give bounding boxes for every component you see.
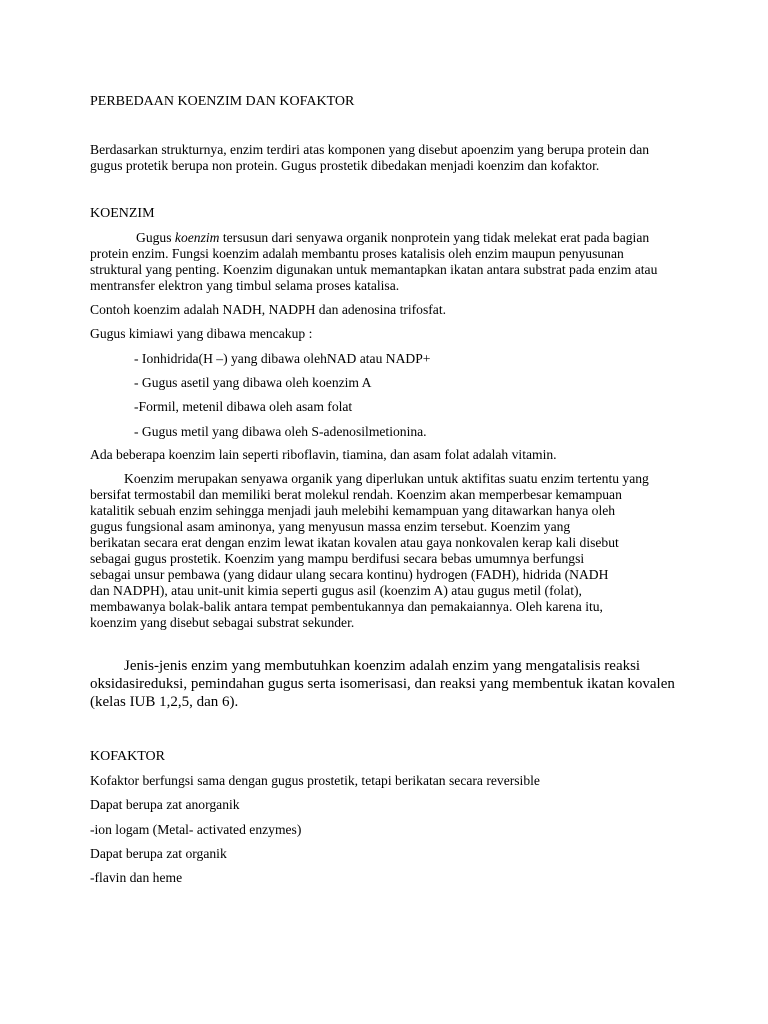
koenzim-paragraph-2-line: bersifat termostabil dan memiliki berat molekul rendah. Koenzim akan memperbesar kemampuan [90,487,622,502]
koenzim-p1-text-before: Gugus [136,230,175,245]
koenzim-list-item: - Gugus metil yang dibawa oleh S-adenosilmetionina. [134,424,427,439]
koenzim-p1-text-after: tersusun dari senyawa organik nonprotein yang tidak melekat erat pada bagian [219,230,650,245]
koenzim-paragraph-1-line-1 [136,230,649,246]
koenzim-paragraph-1-line-2: protein enzim. Fungsi koenzim adalah membantu proses katalisis oleh enzim maupun penyusunan [90,246,624,261]
koenzim-paragraph-1-line-4: mentransfer elektron yang timbul selama proses katalisa. [90,278,400,293]
koenzim-italic-term: koenzim [174,230,220,245]
koenzim-paragraph-2-line: berikatan secara erat dengan enzim lewat ikatan kovalen atau gaya nonkovalen kerap kali disebut [90,535,619,550]
koenzim-gugus-intro: Gugus kimiawi yang dibawa mencakup : [90,326,313,341]
koenzim-paragraph-3-line: oksidasireduksi, pemindahan gugus serta isomerisasi, dan reaksi yang membentuk ikatan kovalen [90,676,675,692]
koenzim-paragraph-2-line: Koenzim merupakan senyawa organik yang diperlukan untuk aktifitas suatu enzim tertentu yang [124,471,649,486]
koenzim-paragraph-3-line: Jenis-jenis enzim yang membutuhkan koenzim adalah enzim yang mengatalisis reaksi [124,658,641,674]
kofaktor-line: Dapat berupa zat anorganik [90,797,240,812]
koenzim-paragraph-2-line: sebagai gugus prostetik. Koenzim yang mampu berdifusi secara bebas umumnya berfungsi [90,551,585,566]
koenzim-heading: KOENZIM [90,206,155,221]
kofaktor-line: -ion logam (Metal- activated enzymes) [90,822,302,837]
kofaktor-line: Dapat berupa zat organik [90,846,227,861]
intro-line-2: gugus protetik berupa non protein. Gugus prostetik dibedakan menjadi koenzim dan kofaktor. [90,158,600,173]
koenzim-paragraph-1-line-3: struktural yang penting. Koenzim digunakan untuk memantapkan ikatan antara substrat pada enzim atau [90,262,658,277]
koenzim-contoh: Contoh koenzim adalah NADH, NADPH dan adenosina trifosfat. [90,302,447,317]
koenzim-list-item: - Ionhidrida(H –) yang dibawa olehNAD atau NADP+ [134,351,431,366]
koenzim-list-item: -Formil, metenil dibawa oleh asam folat [134,399,353,414]
koenzim-paragraph-2-line: membawanya bolak-balik antara tempat pembentukannya dan pemakaiannya. Oleh karena itu, [90,599,603,614]
koenzim-vitamin-note: Ada beberapa koenzim lain seperti riboflavin, tiamina, dan asam folat adalah vitamin. [90,447,557,462]
document-title: PERBEDAAN KOENZIM DAN KOFAKTOR [90,94,355,109]
kofaktor-heading: KOFAKTOR [90,749,165,764]
koenzim-paragraph-2-line: koenzim yang disebut sebagai substrat sekunder. [90,615,355,630]
koenzim-list-item: - Gugus asetil yang dibawa oleh koenzim A [134,375,372,390]
koenzim-paragraph-2-line: katalitik sebuah enzim sehingga menjadi jauh melebihi kemampuan yang ditawarkan hanya oleh [90,503,616,518]
koenzim-paragraph-2-line: dan NADPH), atau unit-unit kimia seperti gugus asil (koenzim A) atau gugus metil (folat), [90,583,582,598]
koenzim-paragraph-3-line: (kelas IUB 1,2,5, dan 6). [90,694,239,710]
koenzim-paragraph-2-line: gugus fungsional asam aminonya, yang menyusun massa enzim tersebut. Koenzim yang [90,519,571,534]
koenzim-paragraph-2-line: sebagai unsur pembawa (yang didaur ulang secara kontinu) hydrogen (FADH), hidrida (NADH [90,567,609,582]
kofaktor-line: Kofaktor berfungsi sama dengan gugus prostetik, tetapi berikatan secara reversible [90,773,540,788]
kofaktor-line: -flavin dan heme [90,870,183,885]
intro-line-1: Berdasarkan strukturnya, enzim terdiri atas komponen yang disebut apoenzim yang berupa protein dan [90,142,650,157]
